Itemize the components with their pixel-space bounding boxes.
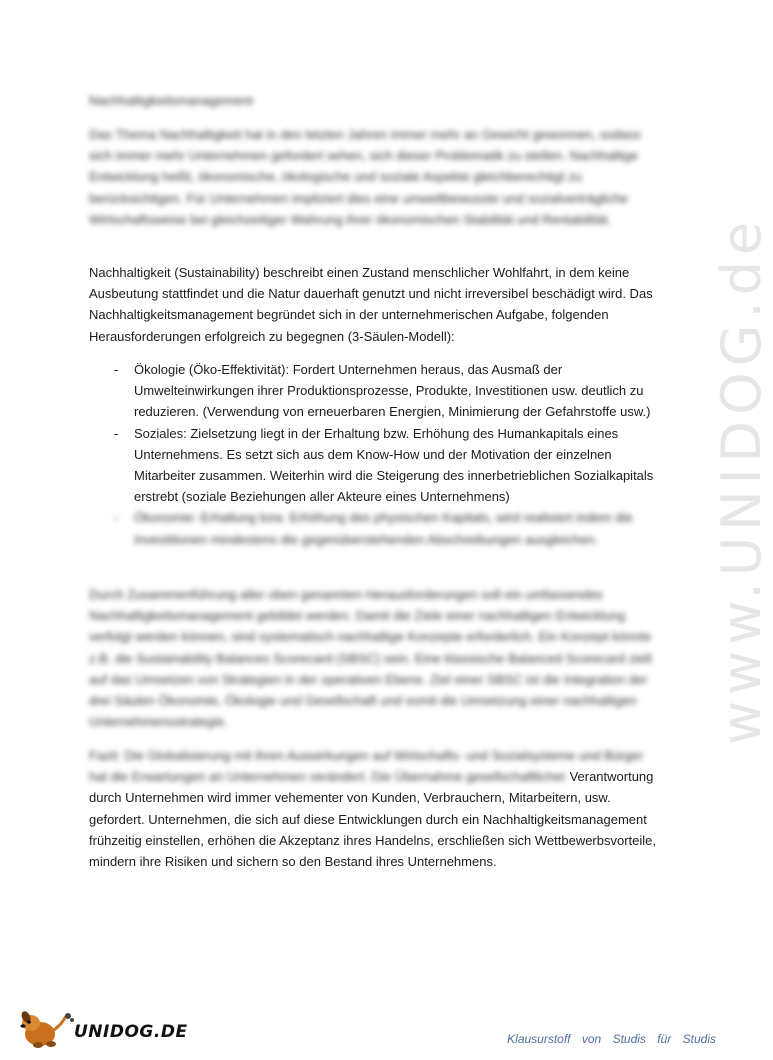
tagline-word: Studis: [612, 1032, 646, 1046]
watermark: www.UNIDOG.de: [710, 215, 773, 745]
tagline-word: von: [581, 1032, 602, 1046]
conclusion-paragraph: [89, 745, 659, 872]
tagline-word: für: [657, 1032, 672, 1046]
document-title: Nachhaltigkeitsmanagement: [89, 93, 254, 108]
footer-tagline: [507, 1032, 720, 1046]
list-item: - Soziales: Zielsetzung liegt in der Erhaltung bzw. Erhöhung des Humankapitals eines Unternehmens. Es setzt sich aus dem Know-How und der Motivation der einzelnen Mitarbeiter zusammen. Weiterhin wird die Steigerung des innerbetrieblichen Sozialkapitals erstrebt (soziale Beziehungen aller Akteure eines Unternehmens): [89, 423, 659, 508]
conclusion-blurred-text: Fazit: Die Globalisierung mit ihren Auswirkungen auf Wirtschafts- und Sozialsysteme und Bürger hat die Erwartungen an Unternehmen verändert. Die Übernahme gesellschaftlicher: [89, 748, 644, 785]
intro-paragraph: Das Thema Nachhaltigkeit hat in den letzten Jahren immer mehr an Gewicht gewonnen, sodass sich immer mehr Unternehmen gefordert sehen, sich dieser Problematik zu stellen. Nachhaltige Entwicklung heißt, ökonomische, ökologische und soziale Aspekte gleichberechtigt zu berücksichtigen. Für Unternehmen impliziert dies eine umweltbewusste und sozialverträgliche Wirtschaftsweise bei gleichzeitiger Wahrung ihrer ökonomischen Stabilität und Rentabilität.: [89, 127, 641, 227]
logo-wordmark: UNIDOG.DE: [74, 1022, 188, 1042]
list-item: - Ökologie (Öko-Effektivität): Fordert Unternehmen heraus, das Ausmaß der Umwelteinwirkungen ihrer Produktionsprozesse, Produkte, Investitionen usw. deutlich zu reduzieren. (Verwendung von erneuerbaren Energien, Minimierung der Gefahrstoffe usw.): [89, 359, 659, 423]
tagline-word: Klausurstoff: [507, 1032, 571, 1046]
pillar-list: [89, 359, 659, 550]
tagline-word: Studis: [682, 1032, 716, 1046]
list-item: - Ökonomie: Erhaltung bzw. Erhöhung des physischen Kapitals, wird realisiert indem die Investitionen mindestens die gegenüberstehenden Abschreibungen ausgleichen.: [89, 507, 659, 549]
conclusion-clear-text: Verantwortung durch Unternehmen wird immer vehementer von Kunden, Verbrauchern, Mitarbeitern, usw. gefordert. Unternehmen, die sich auf diese Entwicklungen durch ein Nachhaltigkeitsmanagement frühzeitig einstellen, erhöhen die Akzeptanz ihres Handelns, erschließen sich Wettbewerbsvorteile, mindern ihre Risiken und sichern so den Bestand ihres Unternehmens.: [89, 769, 657, 870]
unidog-logo: [16, 1008, 186, 1050]
dog-mascot-icon: [16, 1008, 76, 1050]
definition-paragraph: Nachhaltigkeit (Sustainability) beschreibt einen Zustand menschlicher Wohlfahrt, in dem keine Ausbeutung stattfindet und die Natur dauerhaft genutzt und nicht irreversibel beschädigt wird. Das Nachhaltigkeitsmanagement begründet sich in der unternehmerischen Aufgabe, folgenden Herausforderungen erfolgreich zu begegnen (3-Säulen-Modell):: [89, 265, 653, 344]
concept-paragraph: Durch Zusammenführung aller oben genannten Herausforderungen soll ein umfassendes Nachhaltigkeitsmanagement gebildet werden. Damit die Ziele einer nachhaltigen Entwicklung verfolgt werden können, sind systematisch nachhaltige Konzepte erforderlich. Ein Konzept könnte z.B. die Sustainability Balances Scorecard (SBSC) sein. Eine klassische Balanced Scorecard zielt auf das Umsetzen von Strategien in der operativen Ebene. Ziel einer SBSC ist die Integration der drei Säulen Ökonomie, Ökologie und Gesellschaft und somit die Umsetzung einer nachhaltigen Unternehmensstrategie.: [89, 587, 652, 730]
